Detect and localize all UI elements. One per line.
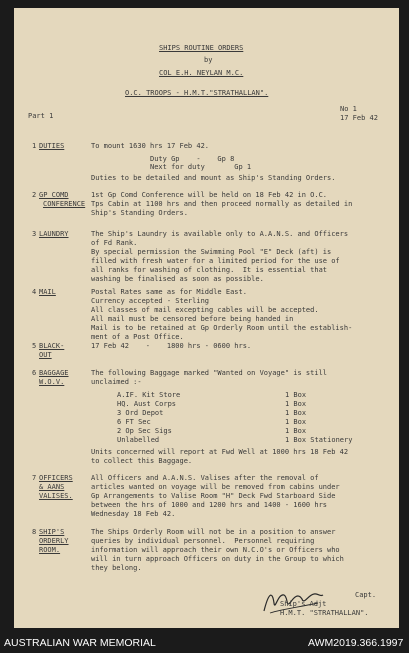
section-heading-orderly-room: ORDERLY — [39, 537, 69, 545]
section-heading-laundry: LAUNDRY — [39, 230, 69, 238]
section-heading-officers: VALISES. — [39, 492, 73, 500]
section-line: Currency accepted - Sterling — [91, 297, 210, 305]
section-line: all ranks for washing of clothing. It is essential that — [91, 266, 328, 274]
order-date: 17 Feb 42 — [340, 114, 378, 122]
section-number: 8 — [32, 528, 37, 536]
section-heading-baggage: W.O.V. — [39, 378, 65, 386]
section-heading-orderly-room: SHIP'S — [39, 528, 65, 536]
section-heading-officers: OFFICERS — [39, 474, 73, 482]
part-label: Part 1 — [28, 112, 54, 120]
baggage-qty: 1 Box — [285, 409, 307, 417]
section-number: 3 — [32, 230, 37, 238]
section-line: 1st Gp Comd Conference will be held on 18 Feb 42 in O.C. — [91, 191, 328, 199]
section-heading-mail: MAIL — [39, 288, 56, 296]
baggage-qty: 1 Box Stationery — [285, 436, 353, 444]
section-line: information will approach their own N.C.O's or Officers who — [91, 546, 340, 554]
section-line: Ship's Standing Orders. — [91, 209, 188, 217]
section-heading-blackout: OUT — [39, 351, 52, 359]
baggage-qty: 1 Box — [285, 427, 307, 435]
baggage-qty: 1 Box — [285, 418, 307, 426]
document-by: by — [204, 56, 213, 64]
section-line: All classes of mail excepting cables will be accepted. — [91, 306, 319, 314]
section-line: Next for duty Gp 1 — [150, 163, 252, 171]
section-line: The Ship's Laundry is available only to A.A.N.S. and Officers — [91, 230, 349, 238]
section-heading-gp-comd: CONFERENCE — [43, 200, 86, 208]
section-number: 6 — [32, 369, 37, 377]
baggage-unit: A.IF. Kit Store — [117, 391, 181, 399]
section-line: The following Baggage marked "Wanted on Voyage" is still — [91, 369, 328, 377]
baggage-unit: 3 Ord Depot — [117, 409, 164, 417]
section-line: Tps Cabin at 1100 hrs and then proceed normally as detailed in — [91, 200, 353, 208]
section-line: To mount 1630 hrs 17 Feb 42. — [91, 142, 210, 150]
oc-troops-line: O.C. TROOPS - H.M.T."STRATHALLAN". — [125, 89, 269, 97]
section-heading-blackout: BLACK- — [39, 342, 65, 350]
section-line: Mail is to be retained at Gp Orderly Room until the establish- — [91, 324, 353, 332]
section-line: 17 Feb 42 - 1800 hrs - 0600 hrs. — [91, 342, 252, 350]
section-line: filled with fresh water for a limited period for the use of — [91, 257, 340, 265]
section-line: queries by individual personnel. Personnel requiring — [91, 537, 315, 545]
section-heading-baggage: BAGGAGE — [39, 369, 69, 377]
issuing-officer: COL E.H. NEYLAN M.C. — [159, 69, 244, 77]
section-line: The Ships Orderly Room will not be in a position to answer — [91, 528, 336, 536]
section-line: Wednesday 18 Feb 42. — [91, 510, 176, 518]
section-heading-duties: DUTIES — [39, 142, 65, 150]
signature-role: Ship's Adjt — [280, 600, 327, 608]
section-heading-officers: & AANS — [39, 483, 65, 491]
section-number: 4 — [32, 288, 37, 296]
section-number: 7 — [32, 474, 37, 482]
section-line: unclaimed :- — [91, 378, 142, 386]
section-line: articles wanted on voyage will be removed from cabins under — [91, 483, 340, 491]
section-line: between the hrs of 1000 and 1200 hrs and 1400 - 1600 hrs — [91, 501, 328, 509]
section-line: By special permission the Swimming Pool "E" Deck (aft) is — [91, 248, 332, 256]
baggage-qty: 1 Box — [285, 391, 307, 399]
baggage-qty: 1 Box — [285, 400, 307, 408]
baggage-unit: 2 Op Sec Sigs — [117, 427, 172, 435]
section-number: 2 — [32, 191, 37, 199]
section-line: Gp Arrangements to Valise Room "H" Deck Fwd Starboard Side — [91, 492, 336, 500]
section-line: Duties to be detailed and mount as Ship's Standing Orders. — [91, 174, 336, 182]
section-number: 5 — [32, 342, 37, 350]
document-page — [14, 8, 399, 628]
baggage-unit: HQ. Aust Corps — [117, 400, 177, 408]
section-line: to collect this Baggage. — [91, 457, 193, 465]
section-line: will in turn approach Officers on duty in the Group to which — [91, 555, 344, 563]
order-number: No 1 — [340, 105, 357, 113]
archive-footer — [0, 632, 409, 653]
section-line: Units concerned will report at Fwd Well at 1000 hrs 18 Feb 42 — [91, 448, 349, 456]
signature-ship: H.M.T. "STRATHALLAN". — [280, 609, 369, 617]
section-number: 1 — [32, 142, 37, 150]
section-line: they belong. — [91, 564, 142, 572]
baggage-unit: 6 FT Sec — [117, 418, 151, 426]
section-line: All Officers and A.A.N.S. Valises after the removal of — [91, 474, 319, 482]
archive-reference: AWM2019.366.1997 — [308, 637, 404, 649]
baggage-unit: Unlabelled — [117, 436, 160, 444]
section-heading-gp-comd: GP COMD — [39, 191, 69, 199]
section-line: Duty Gp - Gp 8 — [150, 155, 235, 163]
section-line: Postal Rates same as for Middle East. — [91, 288, 247, 296]
section-line: All mail must be censored before being handed in — [91, 315, 294, 323]
document-title: SHIPS ROUTINE ORDERS — [159, 44, 244, 52]
section-line: of Fd Rank. — [91, 239, 138, 247]
section-heading-orderly-room: ROOM. — [39, 546, 61, 554]
signature-rank: Capt. — [355, 591, 377, 599]
section-line: washing be finalised as soon as possible. — [91, 275, 264, 283]
section-line: ment of a Post Office. — [91, 333, 184, 341]
archive-name: AUSTRALIAN WAR MEMORIAL — [4, 637, 156, 649]
